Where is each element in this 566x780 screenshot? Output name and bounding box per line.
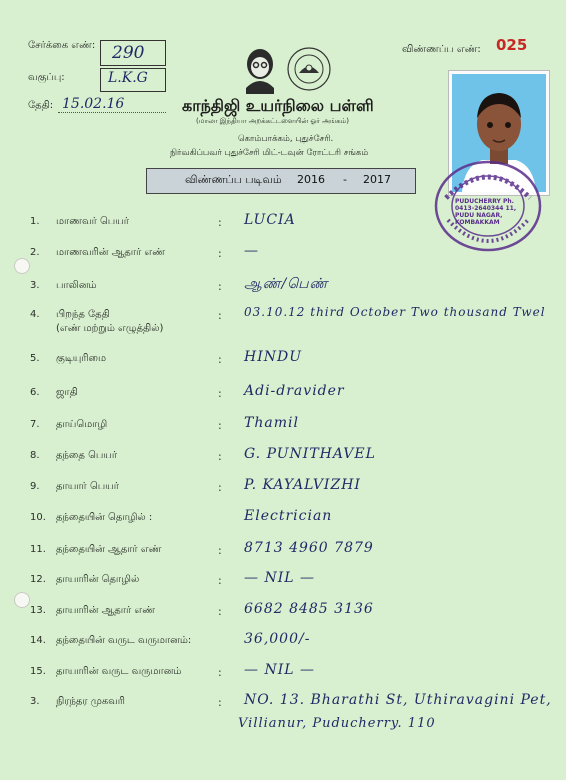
field-value: Adi-dravider: [244, 383, 345, 399]
school-subtitle: (மாலா இந்தியா அறக்கட்டளையின் ஓர் அங்கம்): [196, 117, 349, 125]
field-label: பாலினம்: [56, 280, 97, 291]
form-title-box: [146, 168, 416, 194]
field-number: 3.: [30, 280, 40, 291]
field-label: தந்தை பெயர்: [56, 450, 118, 461]
punch-hole-top: [14, 258, 30, 274]
field-value: 36,000/-: [244, 631, 311, 647]
class-label: வகுப்பு:: [28, 72, 65, 83]
field-value: ஆண்/பெண்: [244, 276, 329, 292]
field-number: 3.: [30, 696, 40, 707]
field-label: தாயார் பெயர்: [56, 481, 119, 492]
application-no-value: 025: [496, 36, 528, 54]
gandhi-portrait-logo: [236, 44, 282, 94]
field-value: P. KAYALVIZHI: [244, 477, 361, 493]
school-emblem-icon: [286, 46, 332, 92]
field-label: பிறந்த தேதி: [56, 309, 110, 320]
class-value: L.K.G: [108, 70, 148, 86]
field-value: — NIL —: [244, 570, 315, 586]
field-number: 6.: [30, 387, 40, 398]
date-line: [58, 112, 166, 113]
year-end: 2017: [363, 173, 391, 186]
field-label: தாயாரின் தொழில்: [56, 574, 140, 585]
address-line-2: நிர்வகிப்பவர் புதுச்சேரி மிட்-டவுன் ரோட்டரி சங்கம்: [170, 148, 369, 158]
field-value: 03.10.12 third October Two thousand Twel: [244, 305, 546, 319]
field-separator: :: [218, 666, 222, 679]
address-line-1: கொம்பாக்கம், புதுச்சேரி.: [238, 134, 334, 144]
field-separator: :: [218, 481, 222, 494]
field-separator: :: [218, 450, 222, 463]
field-label: தந்தையின் வருட வருமானம்:: [56, 635, 192, 646]
field-number: 15.: [30, 666, 46, 677]
field-separator: :: [218, 605, 222, 618]
field-value: Electrician: [244, 508, 333, 524]
school-name: காந்திஜி உயர்நிலை பள்ளி: [182, 96, 374, 115]
field-separator: :: [218, 387, 222, 400]
stamp-text: PUDUCHERRY Ph. 0413-2640344 11, PUDU NAGAR, KOMBAKKAM: [455, 198, 517, 226]
field-separator: :: [218, 309, 222, 322]
field-number: 14.: [30, 635, 46, 646]
field-number: 2.: [30, 247, 40, 258]
field-label: தாயாரின் ஆதார் எண்: [56, 605, 155, 616]
field-value: G. PUNITHAVEL: [244, 446, 376, 462]
field-value: —: [244, 243, 259, 259]
field-number: 8.: [30, 450, 40, 461]
field-label: தந்தையின் தொழில் :: [56, 512, 153, 523]
year-start: 2016: [297, 173, 325, 186]
field-separator: :: [218, 574, 222, 587]
field-separator: :: [218, 544, 222, 557]
field-separator: :: [218, 419, 222, 432]
field-separator: :: [218, 280, 222, 293]
field-value: NO. 13. Bharathi St, Uthiravagini Pet,: [244, 692, 552, 708]
field-value-line-2: Villianur, Puducherry. 110: [238, 716, 436, 731]
field-label: தாய்மொழி: [56, 419, 108, 430]
field-label: தந்தையின் ஆதார் எண்: [56, 544, 162, 555]
punch-hole-bottom: [14, 592, 30, 608]
field-separator: :: [218, 353, 222, 366]
field-value: Thamil: [244, 415, 299, 431]
field-number: 12.: [30, 574, 46, 585]
field-label-line-2: (எண் மற்றும் எழுத்தில்): [56, 323, 164, 334]
field-label: குடியுரிமை: [56, 353, 107, 364]
field-number: 13.: [30, 605, 46, 616]
field-label: தாயாரின் வருட வருமானம்: [56, 666, 182, 677]
date-label: தேதி:: [28, 100, 54, 111]
field-number: 9.: [30, 481, 40, 492]
field-number: 1.: [30, 216, 40, 227]
field-value: — NIL —: [244, 662, 315, 678]
field-number: 5.: [30, 353, 40, 364]
form-title: விண்ணப்ப படிவம்: [185, 173, 282, 186]
field-label: மாணவர் பெயர்: [56, 216, 129, 227]
field-number: 10.: [30, 512, 46, 523]
admission-no-label: சேர்க்கை எண்:: [28, 40, 96, 51]
year-separator: -: [343, 173, 347, 186]
field-label: நிரந்தர முகவரி: [56, 696, 125, 707]
admission-no-value: 290: [112, 43, 145, 63]
field-value: 6682 8485 3136: [244, 601, 374, 617]
field-separator: :: [218, 216, 222, 229]
field-value: HINDU: [244, 349, 303, 365]
date-value: 15.02.16: [62, 96, 125, 112]
field-label: மாணவரின் ஆதார் எண்: [56, 247, 165, 258]
field-separator: :: [218, 247, 222, 260]
field-value: LUCIA: [244, 212, 296, 228]
application-no-label: விண்ணப்ப எண்:: [402, 44, 481, 55]
field-number: 4.: [30, 309, 40, 320]
field-value: 8713 4960 7879: [244, 540, 374, 556]
field-number: 11.: [30, 544, 46, 555]
field-number: 7.: [30, 419, 40, 430]
field-label: ஜாதி: [56, 387, 78, 398]
field-separator: :: [218, 696, 222, 709]
